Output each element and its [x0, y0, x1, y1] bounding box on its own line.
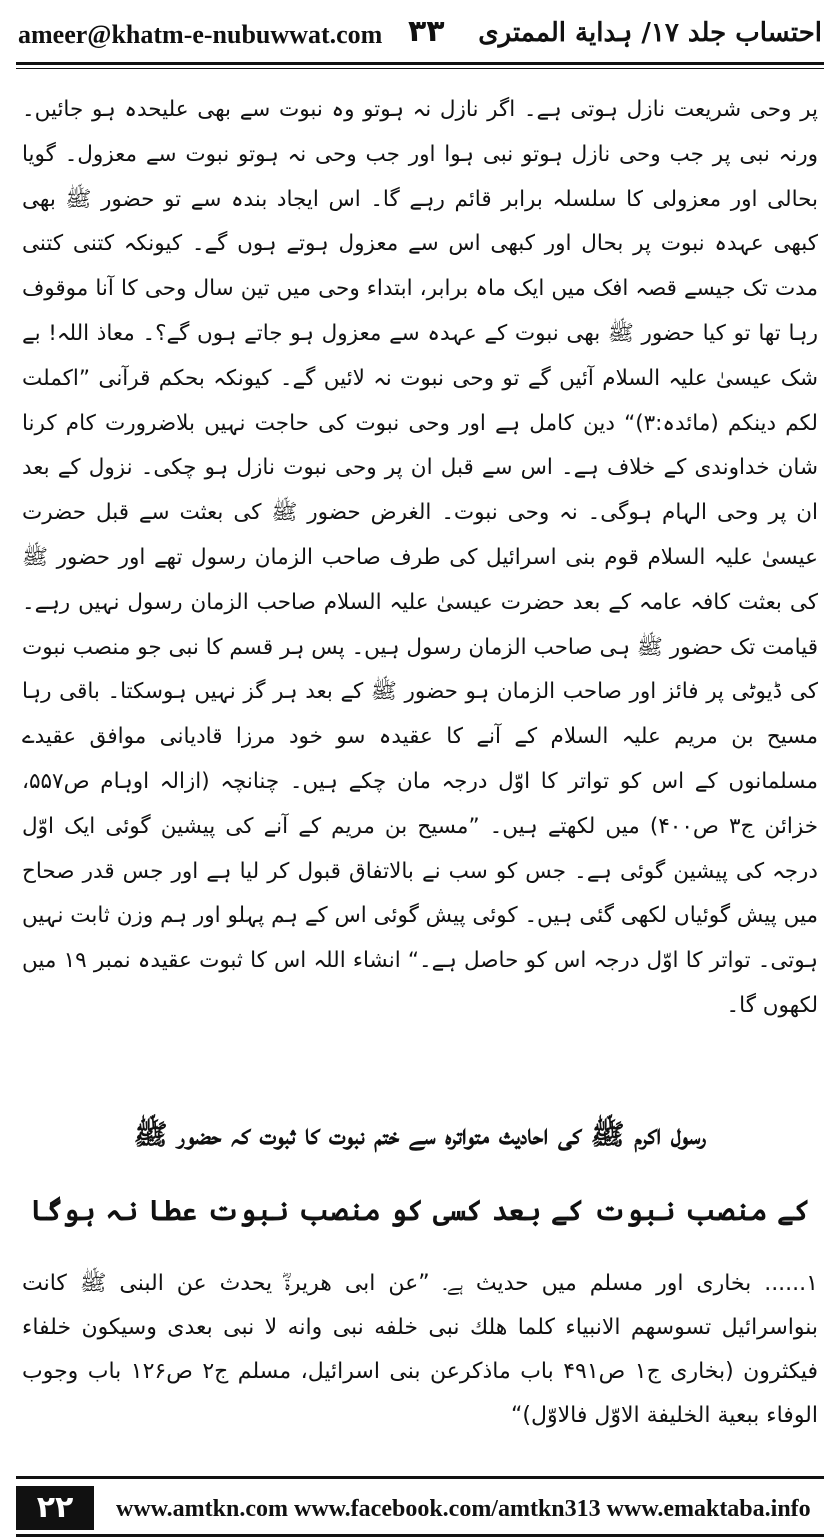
- hadith-quote: ۱...... بخاری اور مسلم میں حدیث ہے۔ ”عن ابی هريرةؓ يحدث عن البنی ﷺ كانت بنواسرائيل تسوسهم الانبياء كلما هلك نبی خلفه نبی وانه لا نبی بعدی وسيكون خلفاء فيكثرون (بخاری ج۱ ص۴۹۱ باب ماذكرعن بنی اسرائيل، مسلم ج۲ ص۱۲۶ باب وجوب الوفاء ببعية الخليفة الاوّل فالاوّل)“: [22, 1271, 819, 1428]
- body-paragraph: پر وحی شریعت نازل ہوتی ہے۔ اگر نازل نہ ہوتو وہ نبوت سے بھی علیحدہ ہو جائیں۔ ورنہ نبی پر جب وحی نازل ہوتو نبی ہوا اور جب وحی نہ ہوتو نبوت سے معزول۔ گویا بحالی اور معزولی کا سلسلہ برابر قائم رہے گا۔ اس ایجاد بندہ سے تو حضور ﷺ بھی کبھی عہدہ نبوت پر بحال اور کبھی اس سے معزول ہوتے ہوں گے۔ کیونکہ کتنی کتنی مدت تک جیسے قصہ افک میں ایک ماہ برابر، ابتداء وحی میں تین سال وحی کا آنا موقوف رہا تھا تو کیا حضور ﷺ بھی نبوت کے عہدہ سے معزول ہو جاتے ہوں گے؟۔ معاذ اللہ! بے شک عیسیٰ علیہ السلام آئیں گے تو وحی نبوت نہ لائیں گے۔ کیونکہ بحکم قرآنی ”اکملت لکم دینکم (مائدہ:۳)“ دین کامل ہے اور وحی نبوت کی حاجت نہیں بلاضرورت کام کرنا شان خداوندی کے خلاف ہے۔ اس سے قبل ان پر وحی نبوت نازل ہو چکی۔ نزول کے بعد ان پر وحی الہام ہوگی۔ نہ وحی نبوت۔ الغرض حضور ﷺ کی بعثت سے قبل حضرت عیسیٰ علیہ السلام قوم بنی اسرائیل کی طرف صاحب الزمان رسول تھے اور حضور ﷺ کی بعثت کافہ عامہ کے بعد حضرت عیسیٰ علیہ السلام صاحب الزمان رسول نہیں رہے۔ قیامت تک حضور ﷺ ہی صاحب الزمان رسول ہیں۔ پس ہر قسم کا نبی جو منصب نبوت کی ڈیوٹی پر فائز اور صاحب الزمان ہو حضور ﷺ کے بعد ہر گز نہیں ہوسکتا۔ باقی رہا مسیح بن مریم علیہ السلام کے آنے کا عقیدہ سو خود مرزا قادیانی موافق عقیدے مسلمانوں کے اس کو تواتر کا اوّل درجہ مان چکے ہیں۔ چنانچہ (ازالہ اوہام ص۵۵۷، خزائن ج۳ ص۴۰۰) میں لکھتے ہیں۔ ”مسیح بن مریم کے آنے کی پیشین گوئی ایک اوّل درجہ کی پیشین گوئی ہے۔ جس کو سب نے بالاتفاق قبول کر لیا ہے اور جس قدر صحاح میں پیش گوئیاں لکھی گئی ہیں۔ کوئی پیش گوئی اس کے ہم پہلو اور ہم وزن ثابت نہیں ہوتی۔ تواتر کا اوّل درجہ اس کو حاصل ہے۔“ انشاء اللہ اس کا ثبوت عقیدہ نمبر ۱۹ میں لکھوں گا۔: [22, 97, 818, 1018]
- section-heading-line2: کے منصب نبوت کے بعد کسی کو منصب نبوت عطا نہ ہوگا: [30, 1194, 810, 1227]
- footer-page-label: ۲۲: [16, 1486, 94, 1530]
- footer-divider: [16, 1476, 824, 1479]
- section-heading-line1: رسول اکرم ﷺ کی احادیث متواترہ سے ختم نبوت کا ثبوت کہ حضور ﷺ: [133, 1118, 707, 1151]
- page-header: [16, 14, 824, 54]
- footer-bottom-rule: [16, 1534, 824, 1537]
- header-email[interactable]: ameer@khatm-e-nubuwwat.com: [18, 20, 383, 49]
- page-footer: [16, 1484, 824, 1534]
- header-page-number: ۳۳: [408, 14, 445, 49]
- header-divider: [16, 62, 824, 65]
- footer-website-links[interactable]: www.amtkn.com www.facebook.com/amtkn313 www.emaktaba.info: [116, 1496, 811, 1522]
- header-book-title: احتساب جلد ۱۷/ ہدایة الممتری: [478, 18, 822, 48]
- header-divider-thin: [16, 68, 824, 69]
